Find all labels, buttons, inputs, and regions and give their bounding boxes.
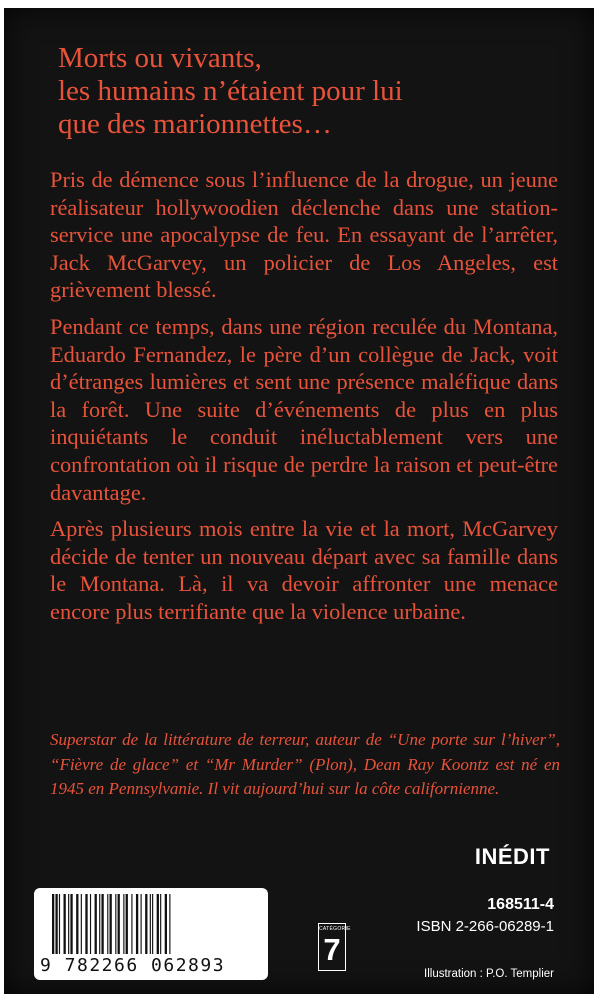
tagline-line: les humains n’étaient pour lui [58, 75, 403, 107]
category-number: 7 [323, 932, 341, 967]
synopsis-paragraph: Pendant ce temps, dans une région reculée du Montana, Eduardo Fernandez, le père d’un collègue de Jack, voit d’étranges lumières et sent une présence maléfique dans la forêt. Une suite d’événements de plus en plus inquiétants le conduit inéluctablement vers une confrontation où il risque de perdre la raison et peut-être davantage. [50, 313, 558, 505]
barcode-bars [50, 894, 254, 956]
synopsis-paragraph: Pris de démence sous l’influence de la drogue, un jeune réalisateur hollywoodien déclenche dans une station-service une apocalypse de feu. En essayant de l’arrêter, Jack McGarvey, un policier de Los Angeles, est grièvement blessé. [50, 167, 558, 303]
tagline [58, 42, 578, 141]
illustration-credit: Illustration : P.O. Templier [424, 968, 554, 980]
unpublished-badge: INÉDIT [474, 844, 550, 869]
barcode [34, 888, 268, 980]
author-note: Superstar de la littérature de terreur, auteur de “Une porte sur l’hiver”, “Fièvre de glace” et “Mr Murder” (Plon), Dean Ray Koontz est né en 1945 en Pennsylvanie. Il vit aujourd’hui sur la côte californienne. [50, 730, 560, 798]
category-label: CATÉGORIE [319, 926, 351, 932]
barcode-number: 9 782266 062893 [40, 955, 226, 976]
book-back-cover [4, 8, 594, 994]
reference-number: 168511-4 [487, 896, 554, 913]
synopsis-paragraph: Après plusieurs mois entre la vie et la mort, McGarvey décide de tenter un nouveau départ avec sa famille dans le Montana. Là, il va devoir affronter une menace encore plus terrifiante que la violence urbaine. [50, 516, 558, 624]
category-badge [318, 923, 351, 971]
tagline-line: que des marionnettes… [58, 108, 332, 140]
synopsis [50, 166, 558, 626]
tagline-line: Morts ou vivants, [58, 42, 262, 74]
isbn: ISBN 2-266-06289-1 [416, 918, 554, 935]
